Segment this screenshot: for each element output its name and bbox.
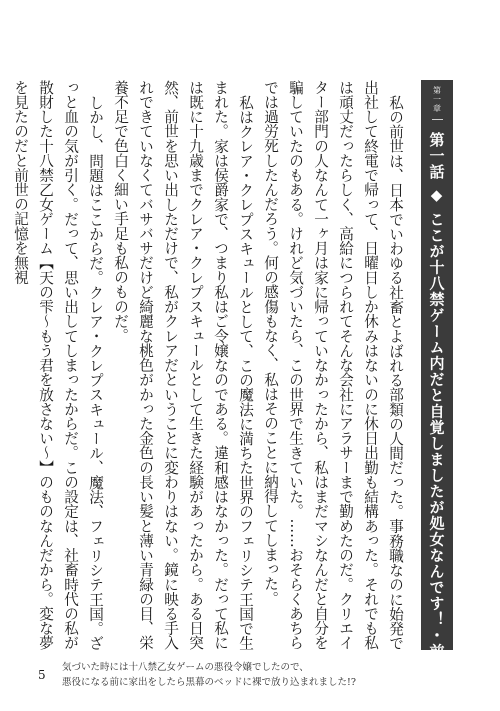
page-number: 5 [38, 668, 46, 682]
episode-title: 第一話 ◆ ここが十八禁ゲーム内だと自覚しましたが処女なんです！・前 [427, 132, 446, 660]
body-text [12, 80, 408, 650]
paragraph-3-text: しかし、問題はここからだ。クレア・クレプスキュール、魔法、フェリシテ王国。ざっと血の気が引く。だって、思い出してしまったからだ。この設定は、社畜時代の私が散財した十八禁乙女ゲーム【天の雫～もう君を放さない～】のものなんだから。変な夢を見たのだと前世の記憶を無視 [12, 80, 104, 650]
running-footer-line-2: 悪役になる前に家出をしたら黒幕のベッドに裸で放り込まれました!? [62, 677, 356, 688]
chapter-label: 第一章 [432, 86, 443, 120]
paragraph-1: 私の前世は、日本でいわゆる社畜とよばれる部類の人間だった。事務職なのに始発で出社して終電で帰って、日曜日しか休みはないのに休日出勤も結構あった。それでも私は頑丈だったらしく、高給につられてそんな会社にアラサーまで勤めたのだ。クリエイター部門の人なんて一ヶ月は家に帰っていなかったから、私はまだマシなんだと自分を騙していたのもある。けれど気づいたら、この世界で生きていた。……おそらくあちらでは過労死したんだろう。何の感傷もなく、私はそのことに納得してしまった。 [262, 80, 404, 650]
paragraph-2: 私はクレア・クレプスキュールとして、この魔法に満ちた世界のフェリシテ王国で生まれた。家は侯爵家で、つまり私はご令嬢なのである。違和感はなかった。だって私には既に十九歳までクレア・クレプスキュールとして生きた経験があったから。ある日突然、前世を思い出しただけで、私がクレアだということに変わりはない。鏡に映る手入れできていなくてバサバサだけど綺麗な桃色がかった金色の長い髪と薄い青緑の目、栄養不足で色白く細い手足も私のものだ。 [112, 80, 254, 650]
running-footer [62, 660, 442, 690]
paragraph-3 [8, 80, 108, 650]
running-footer-line-1: 気づいた時には十八禁乙女ゲームの悪役令嬢でしたので、 [62, 662, 309, 673]
chapter-banner [421, 80, 453, 660]
